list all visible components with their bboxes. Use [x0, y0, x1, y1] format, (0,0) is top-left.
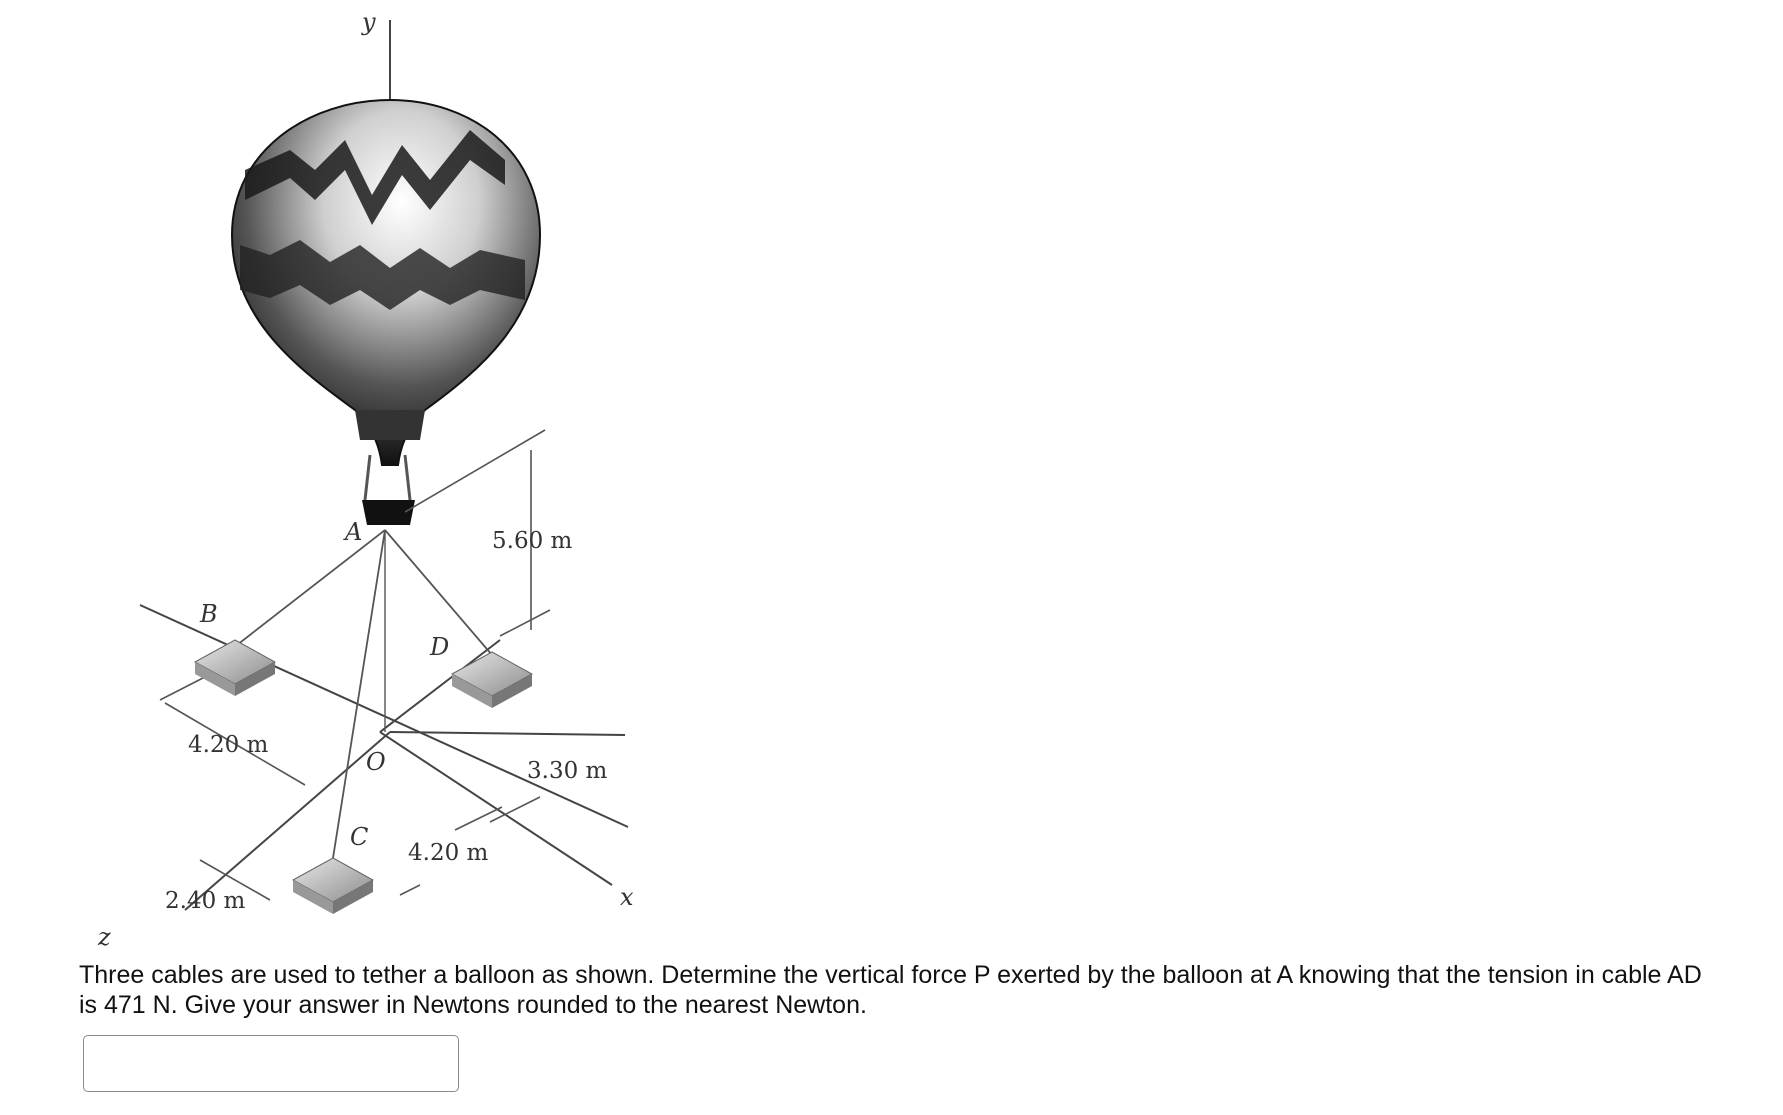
label-point-b: B	[200, 600, 218, 628]
cables	[237, 530, 492, 858]
anchor-pad-d	[452, 652, 532, 708]
dimension-height-d: 5.60 m	[492, 528, 573, 554]
dimension-c-z-offset: 2.40 m	[165, 888, 246, 914]
balloon	[232, 100, 540, 525]
label-point-c: C	[350, 823, 369, 851]
label-point-a: A	[345, 518, 363, 546]
label-y-axis: y	[362, 8, 376, 36]
answer-input[interactable]	[83, 1035, 459, 1092]
cable-ac	[333, 530, 385, 858]
dimension-b-offset: 4.20 m	[188, 732, 269, 758]
label-x-axis: x	[620, 883, 634, 911]
dimension-d-offset: 3.30 m	[527, 758, 608, 784]
label-origin: O	[366, 748, 386, 776]
anchor-pad-b	[195, 640, 275, 696]
dimension-c-offset: 4.20 m	[408, 840, 489, 866]
anchor-pad-c	[293, 858, 373, 914]
label-z-axis: z	[98, 923, 111, 951]
label-point-d: D	[430, 633, 450, 661]
cable-ab	[237, 530, 385, 645]
question-text: Three cables are used to tether a balloon as shown. Determine the vertical force P exerted by the balloon at A knowing that the tension in cable AD is 471 N. Give your answer in Newtons rounded to the nearest Newton.	[79, 961, 1702, 1019]
